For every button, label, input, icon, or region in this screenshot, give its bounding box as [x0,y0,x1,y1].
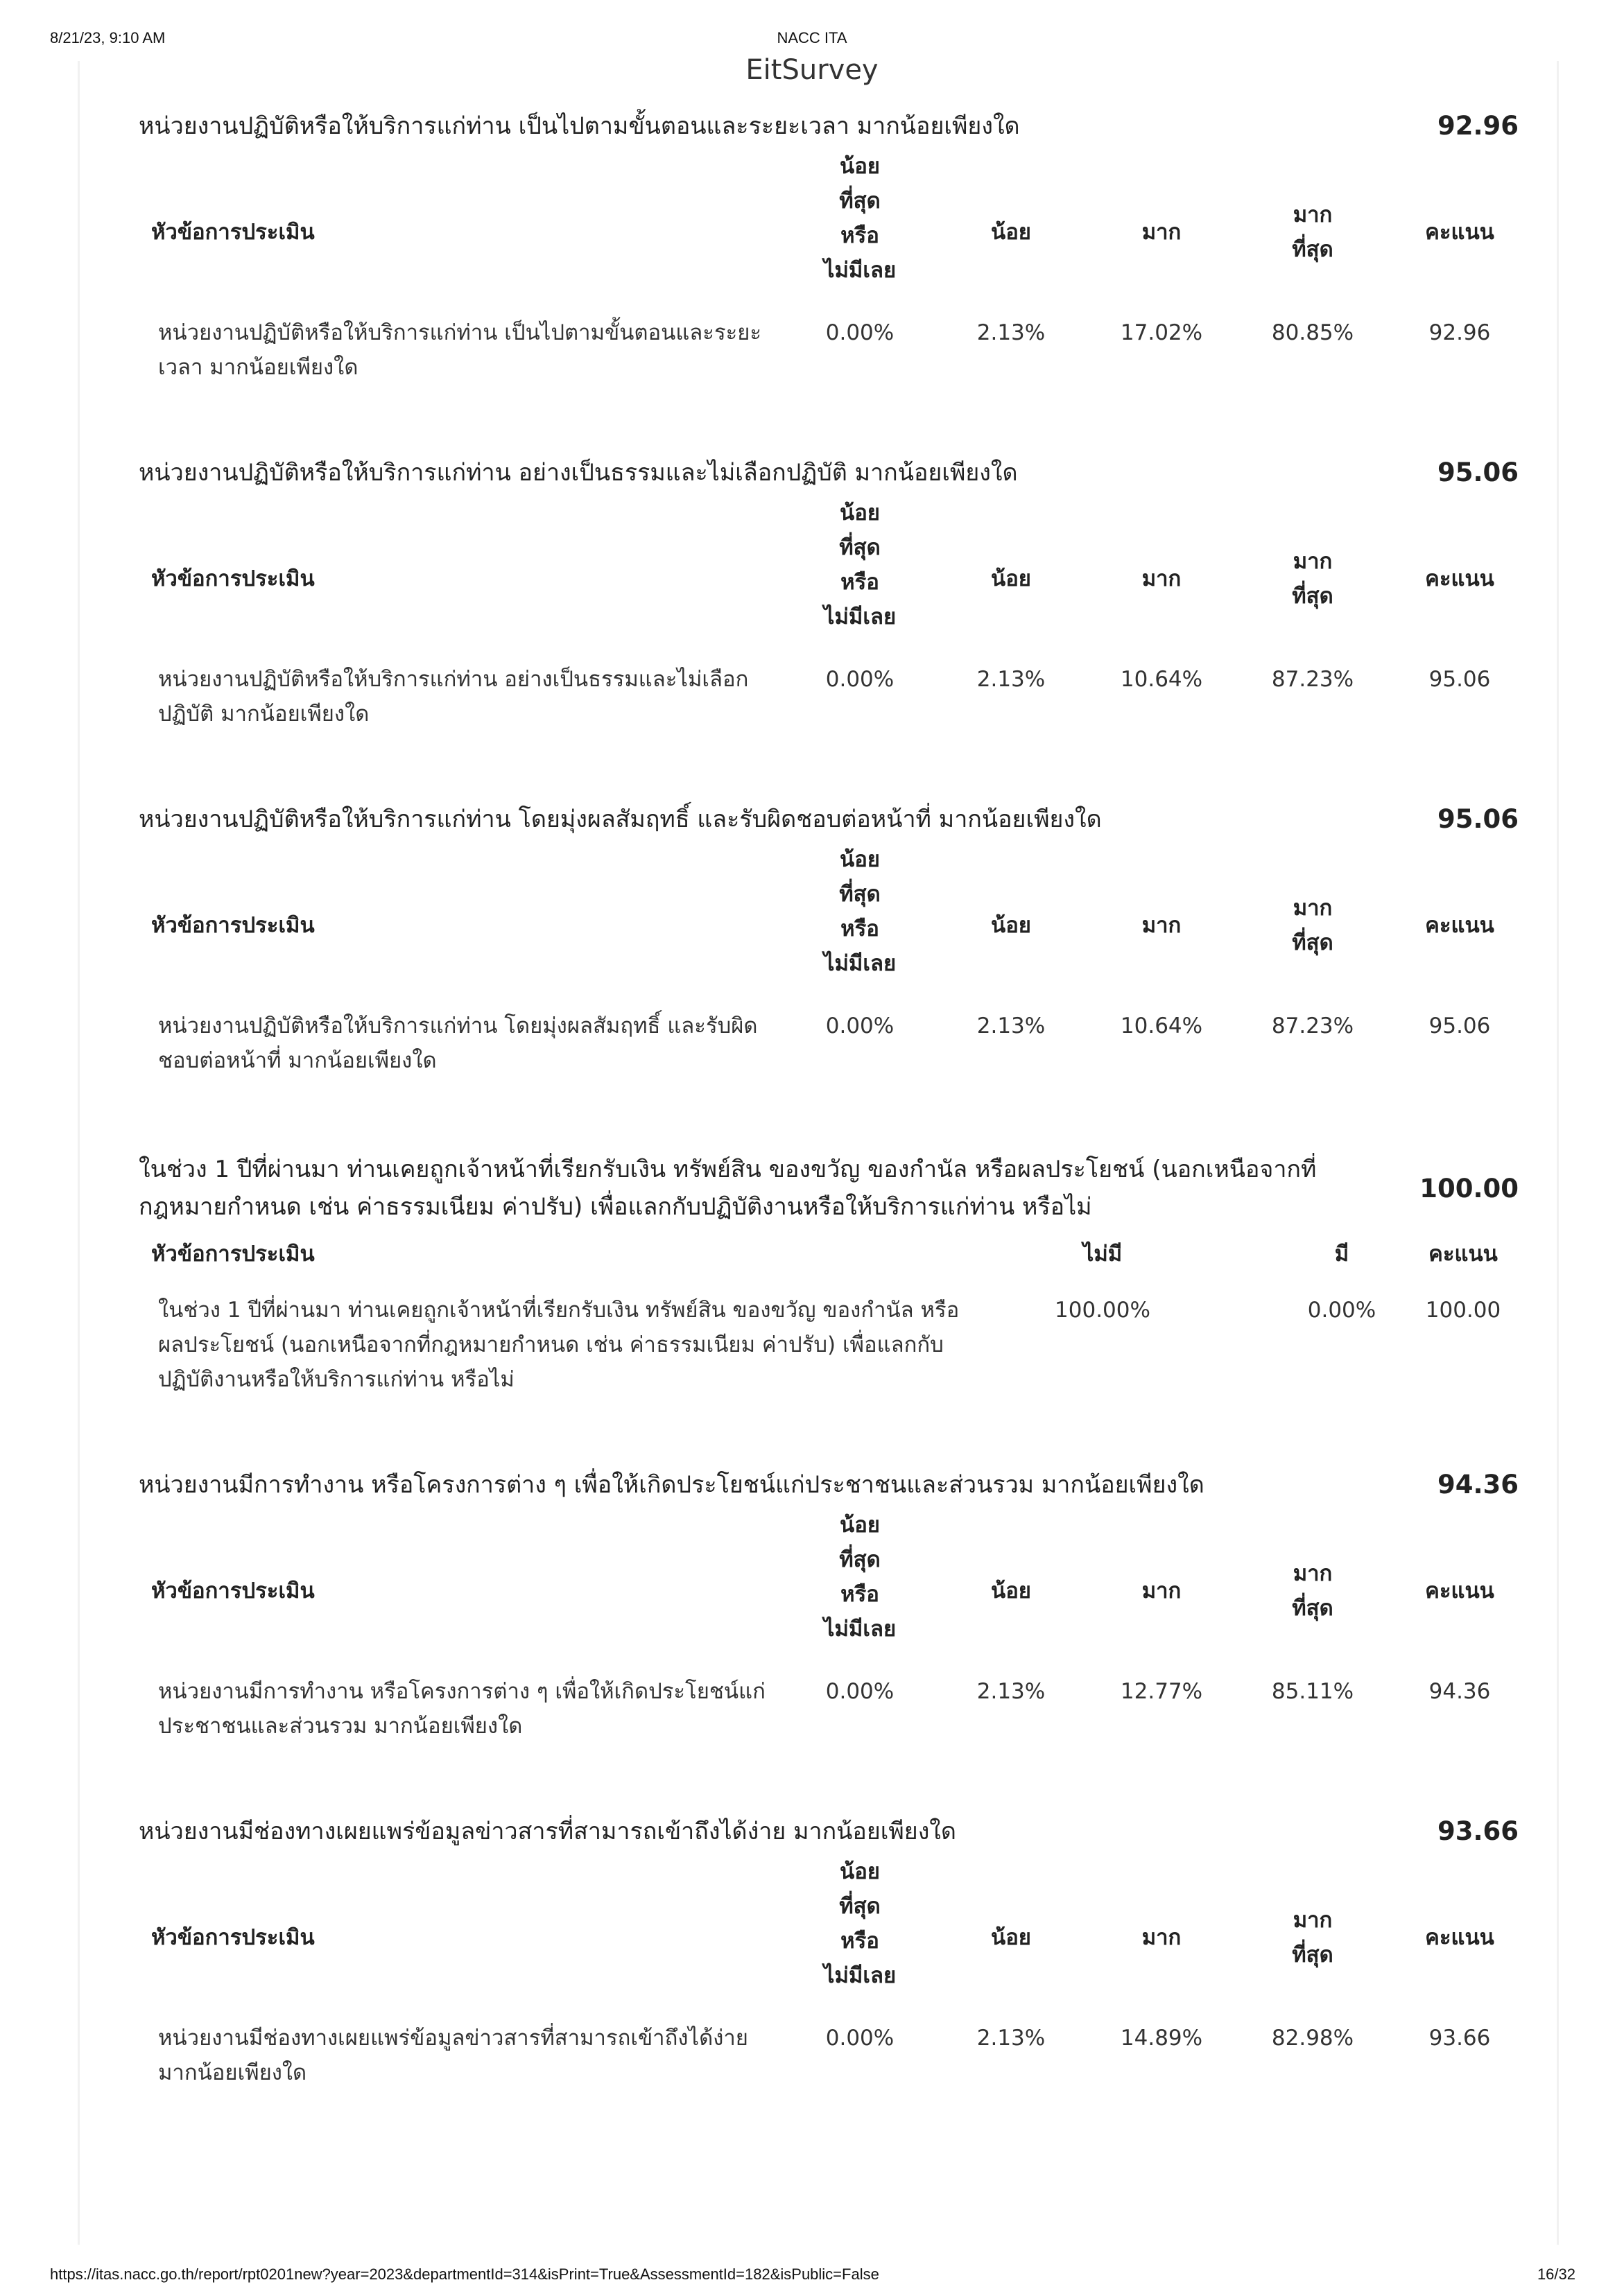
print-site-title: NACC ITA [777,29,847,46]
cell-much: 10.64% [1120,1014,1203,1038]
cell-much: 14.89% [1120,2026,1203,2051]
cell-much: 10.64% [1120,667,1203,692]
cell-much: 17.02% [1120,320,1203,345]
assessment-table [139,1854,1519,2111]
cell-least-or-none: 0.00% [825,1679,895,1704]
col-no: ไม่มี [1082,1242,1123,1267]
cell-yes: 0.00% [1307,1298,1376,1323]
cell-little: 2.13% [976,667,1046,692]
row-topic: หน่วยงานปฏิบัติหรือให้บริการแก่ท่าน เป็นไปตามขั้นตอนและระยะเวลา มากน้อยเพียงใด [158,320,762,380]
col-topic: หัวข้อการประเมิน [151,1925,315,1950]
cell-least-or-none: 0.00% [825,667,895,692]
col-topic: หัวข้อการประเมิน [151,220,315,245]
section-score: 95.06 [1437,458,1519,487]
table-row [139,1009,1519,1099]
col-yes: มี [1334,1242,1349,1267]
table-header [139,149,1519,315]
assessment-section [139,1813,1519,2111]
cell-score: 93.66 [1428,2026,1491,2051]
assessment-table [139,1508,1519,1764]
section-title: หน่วยงานมีช่องทางเผยแพร่ข้อมูลข่าวสารที่สามารถเข้าถึงได้ง่าย มากน้อยเพียงใด [139,1818,956,1845]
cell-least-or-none: 0.00% [825,1014,895,1038]
section-title: หน่วยงานปฏิบัติหรือให้บริการแก่ท่าน เป็นไปตามขั้นตอนและระยะเวลา มากน้อยเพียงใด [139,112,1020,140]
col-most: มาก ที่สุด [1292,896,1333,955]
print-header [0,29,1624,50]
cell-most: 87.23% [1271,1014,1354,1038]
table-row [139,2021,1519,2111]
assessment-section [139,1466,1519,1764]
cell-no: 100.00% [1055,1298,1150,1323]
app-title: EitSurvey [745,54,879,86]
cell-little: 2.13% [976,320,1046,345]
cell-score: 92.96 [1428,320,1491,345]
cell-score: 95.06 [1428,1014,1491,1038]
col-least-or-none: น้อย ที่สุด หรือ ไม่มีเลย [823,847,897,976]
col-score: คะแนน [1425,1925,1494,1950]
section-score: 100.00 [1419,1174,1519,1203]
section-score: 92.96 [1437,111,1519,141]
section-title: หน่วยงานมีการทำงาน หรือโครงการต่าง ๆ เพื่อให้เกิดประโยชน์แก่ประชาชนและส่วนรวม มากน้อยเพียงใด [139,1471,1204,1499]
assessment-table [139,842,1519,1099]
print-url: https://itas.nacc.go.th/report/rpt0201new?year=2023&departmentId=314&isPrint=True&AssessmentId=182&isPublic=False [50,2265,879,2283]
assessment-section [139,454,1519,752]
row-topic: ในช่วง 1 ปีที่ผ่านมา ท่านเคยถูกเจ้าหน้าที่เรียกรับเงิน ทรัพย์สิน ของขวัญ ของกำนัล หรือผลประโยชน์ (นอกเหนือจากที่กฎหมายกำหนด เช่น ค่าธรรมเนียม ค่าปรับ) เพื่อแลกกับปฏิบัติงานหรือให้บริการแก่ท่าน หรือไม่ [158,1298,960,1392]
cell-most: 82.98% [1271,2026,1354,2051]
col-least-or-none: น้อย ที่สุด หรือ ไม่มีเลย [823,154,897,283]
table-header [139,1508,1519,1674]
col-most: มาก ที่สุด [1292,202,1333,262]
cell-score: 95.06 [1428,667,1491,692]
col-score: คะแนน [1425,220,1494,245]
col-little: น้อย [991,566,1031,591]
cell-least-or-none: 0.00% [825,320,895,345]
col-little: น้อย [991,1578,1031,1603]
section-title: ในช่วง 1 ปีที่ผ่านมา ท่านเคยถูกเจ้าหน้าที่เรียกรับเงิน ทรัพย์สิน ของขวัญ ของกำนัล หรือผลประโยชน์ (นอกเหนือจากที่กฎหมายกำหนด เช่น ค่าธรรมเนียม ค่าปรับ) เพื่อแลกกับปฏิบัติงานหรือให้บริการแก่ท่าน หรือไม่ [139,1156,1317,1221]
assessment-section [139,107,1519,406]
cell-score: 94.36 [1428,1679,1491,1704]
table-row [139,1674,1519,1764]
cell-score: 100.00 [1425,1298,1501,1323]
col-little: น้อย [991,913,1031,938]
table-row [139,1293,1519,1411]
print-datetime: 8/21/23, 9:10 AM [50,29,166,46]
cell-most: 80.85% [1271,320,1354,345]
table-row [139,315,1519,406]
table-header [139,842,1519,1009]
col-topic: หัวข้อการประเมิน [151,913,315,938]
col-least-or-none: น้อย ที่สุด หรือ ไม่มีเลย [823,1859,897,1988]
table-header [139,1854,1519,2021]
col-little: น้อย [991,220,1031,245]
assessment-table [139,149,1519,406]
page-number: 16/32 [1537,2265,1575,2283]
assessment-section [139,1151,1519,1411]
assessment-section [139,801,1519,1099]
cell-little: 2.13% [976,1679,1046,1704]
cell-little: 2.13% [976,2026,1046,2051]
section-score: 94.36 [1437,1470,1519,1499]
cell-little: 2.13% [976,1014,1046,1038]
col-least-or-none: น้อย ที่สุด หรือ ไม่มีเลย [823,501,897,629]
row-topic: หน่วยงานปฏิบัติหรือให้บริการแก่ท่าน อย่างเป็นธรรมและไม่เลือกปฏิบัติ มากน้อยเพียงใด [158,667,749,727]
col-much: มาก [1141,1925,1182,1950]
print-footer [0,2265,1624,2286]
table-header [139,1227,1519,1293]
col-much: มาก [1141,566,1182,591]
col-score: คะแนน [1425,1578,1494,1603]
assessment-table [139,1227,1519,1411]
col-much: มาก [1141,1578,1182,1603]
section-score: 95.06 [1437,804,1519,834]
col-little: น้อย [991,1925,1031,1950]
table-row [139,662,1519,752]
col-topic: หัวข้อการประเมิน [151,566,315,591]
col-score: คะแนน [1428,1242,1498,1267]
col-topic: หัวข้อการประเมิน [151,1242,315,1267]
row-topic: หน่วยงานมีการทำงาน หรือโครงการต่าง ๆ เพื่อให้เกิดประโยชน์แก่ประชาชนและส่วนรวม มากน้อยเพียงใด [158,1679,766,1739]
cell-much: 12.77% [1120,1679,1203,1704]
section-title: หน่วยงานปฏิบัติหรือให้บริการแก่ท่าน อย่างเป็นธรรมและไม่เลือกปฏิบัติ มากน้อยเพียงใด [139,459,1018,487]
col-least-or-none: น้อย ที่สุด หรือ ไม่มีเลย [823,1513,897,1642]
section-score: 93.66 [1437,1816,1519,1846]
row-topic: หน่วยงานปฏิบัติหรือให้บริการแก่ท่าน โดยมุ่งผลสัมฤทธิ์ และรับผิดชอบต่อหน้าที่ มากน้อยเพียงใด [158,1014,758,1073]
col-much: มาก [1141,220,1182,245]
assessment-table [139,496,1519,752]
table-header [139,496,1519,662]
cell-least-or-none: 0.00% [825,2026,895,2051]
col-most: มาก ที่สุด [1292,1561,1333,1621]
col-most: มาก ที่สุด [1292,549,1333,609]
col-much: มาก [1141,913,1182,938]
col-score: คะแนน [1425,913,1494,938]
cell-most: 87.23% [1271,667,1354,692]
col-most: มาก ที่สุด [1292,1908,1333,1967]
col-score: คะแนน [1425,566,1494,591]
col-topic: หัวข้อการประเมิน [151,1578,315,1603]
cell-most: 85.11% [1271,1679,1354,1704]
section-title: หน่วยงานปฏิบัติหรือให้บริการแก่ท่าน โดยมุ่งผลสัมฤทธิ์ และรับผิดชอบต่อหน้าที่ มากน้อยเพียงใด [139,806,1102,833]
row-topic: หน่วยงานมีช่องทางเผยแพร่ข้อมูลข่าวสารที่สามารถเข้าถึงได้ง่าย มากน้อยเพียงใด [158,2026,748,2085]
